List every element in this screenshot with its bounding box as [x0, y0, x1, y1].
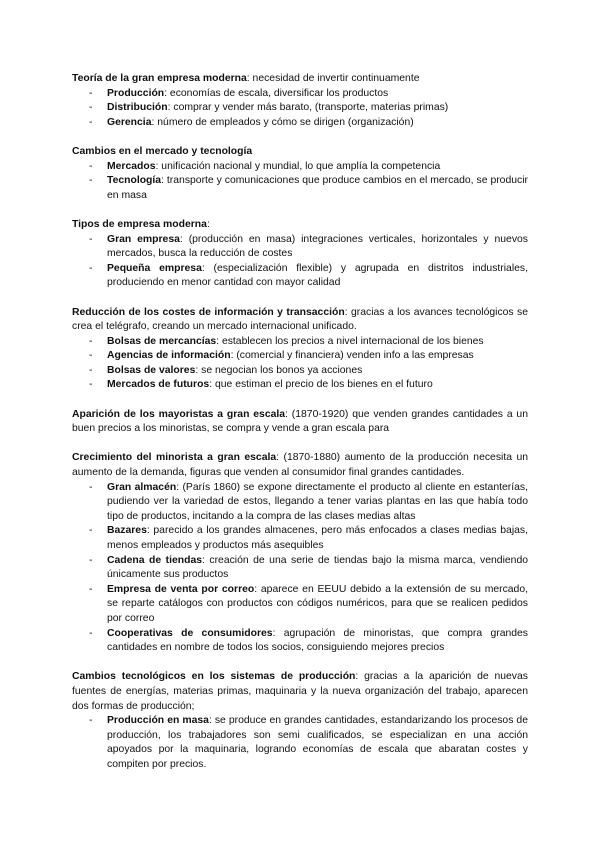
section-heading: Aparición de los mayoristas a gran escala — [72, 408, 286, 420]
list-item — [72, 87, 528, 102]
item-term: Producción — [107, 87, 165, 99]
list-item — [72, 364, 528, 379]
dash-bullet: - — [89, 335, 93, 347]
list-item — [72, 714, 528, 772]
section-cambios-produccion — [72, 670, 528, 772]
item-term: Gran almacén — [107, 481, 177, 493]
item-term: Gran empresa — [107, 233, 180, 245]
section-paragraph — [72, 218, 528, 233]
dash-bullet: - — [89, 262, 93, 274]
item-text: : aparece en EEUU debido a la extensión de su mercado, se reparte catálogos con productos con códigos numéricos, para que se realicen pedidos por correo — [107, 583, 529, 624]
dash-bullet: - — [89, 554, 93, 566]
section-paragraph — [72, 145, 528, 160]
list-item — [72, 554, 528, 583]
section-text: : (1870-1920) que venden grandes cantidades a un buen precios a los minoristas, se compra y vende a gran escala para — [72, 408, 528, 435]
item-term: Tecnología — [107, 175, 162, 187]
item-term: Mercados — [107, 160, 156, 172]
section-text: : (1870-1880) aumento de la producción necesita un aumento de la demanda, figuras que venden al consumidor final grandes cantidades. — [72, 452, 528, 479]
dash-bullet: - — [89, 87, 93, 99]
item-text: : número de empleados y cómo se dirigen (organización) — [151, 116, 414, 128]
bullet-list — [72, 481, 528, 656]
section-teoria — [72, 72, 528, 130]
section-text: : gracias a la aparición de nuevas fuentes de energías, materias primas, maquinaria y la nueva organización del trabajo, aparecen dos formas de producción; — [72, 671, 528, 712]
section-paragraph — [72, 451, 528, 480]
section-text: : — [206, 218, 210, 230]
item-term: Agencias de información — [107, 350, 231, 362]
dash-bullet: - — [89, 350, 93, 362]
item-term: Producción en masa — [107, 715, 209, 727]
dash-bullet: - — [89, 525, 93, 537]
list-item — [72, 116, 528, 131]
bullet-list — [72, 87, 528, 131]
section-heading: Cambios en el mercado y tecnología — [72, 145, 253, 157]
item-text: : establecen los precios a nivel internacional de los bienes — [216, 335, 484, 347]
list-item — [72, 160, 528, 175]
dash-bullet: - — [89, 116, 93, 128]
list-item — [72, 378, 528, 393]
dash-bullet: - — [89, 481, 93, 493]
item-term: Cooperativas de consumidores — [107, 627, 273, 639]
section-heading: Cambios tecnológicos en los sistemas de producción — [72, 671, 356, 683]
list-item — [72, 233, 528, 262]
list-item — [72, 262, 528, 291]
item-term: Distribución — [107, 102, 168, 114]
bullet-list — [72, 335, 528, 393]
item-term: Pequeña empresa — [107, 262, 202, 274]
section-mayoristas — [72, 408, 528, 437]
section-heading: Reducción de los costes de información y transacción — [72, 306, 345, 318]
item-text: : transporte y comunicaciones que produce cambios en el mercado, se producir en masa — [107, 175, 528, 201]
item-term: Bolsas de valores — [107, 364, 196, 376]
bullet-list — [72, 160, 528, 204]
item-text: : (París 1860) se expone directamente el producto al cliente en estanterías, pudiendo ver la variedad de estos, llegando a tener varias plantas en las que había todo tipo de productos, incitando a la compra de las clases medias altas — [107, 481, 528, 522]
section-heading: Tipos de empresa moderna — [72, 218, 207, 230]
item-term: Bazares — [107, 525, 147, 537]
section-heading: Teoría de la gran empresa moderna — [72, 73, 247, 84]
bullet-list — [72, 714, 528, 772]
section-paragraph — [72, 670, 528, 714]
item-text: : (especialización flexible) y agrupada en distritos industriales, produciendo en menor cantidad con mayor calidad — [107, 262, 528, 289]
section-paragraph — [72, 72, 528, 87]
section-reduccion-costes — [72, 306, 528, 394]
section-text: : necesidad de invertir continuamente — [246, 73, 420, 84]
bullet-list — [72, 233, 528, 291]
item-text: : que estiman el precio de los bienes en el futuro — [209, 379, 433, 391]
dash-bullet: - — [89, 364, 93, 376]
dash-bullet: - — [89, 379, 93, 391]
dash-bullet: - — [89, 102, 93, 114]
list-item — [72, 174, 528, 203]
item-term: Gerencia — [107, 116, 152, 128]
list-item — [72, 101, 528, 116]
section-minorista — [72, 451, 528, 655]
item-text: : se produce en grandes cantidades, estandarizando los procesos de producción, los trabajadores son semi cualificados, se especializan en una acción apoyados por la maquinaria, logrando economías de escala que abaratan costes y compiten por precios. — [107, 715, 528, 770]
section-cambios-mercado — [72, 145, 528, 203]
item-term: Bolsas de mercancías — [107, 335, 217, 347]
list-item — [72, 335, 528, 350]
item-text: : (producción en masa) integraciones verticales, horizontales y nuevos mercados, busca la reducción de costes — [107, 233, 528, 260]
dash-bullet: - — [89, 175, 93, 187]
dash-bullet: - — [89, 583, 93, 595]
list-item — [72, 627, 528, 656]
dash-bullet: - — [89, 160, 93, 172]
item-text: : se negocian los bonos ya acciones — [195, 364, 363, 376]
item-term: Mercados de futuros — [107, 379, 210, 391]
section-tipos-empresa — [72, 218, 528, 291]
item-text: : creación de una serie de tiendas bajo la misma marca, vendiendo únicamente sus productos — [107, 554, 529, 581]
item-term: Cadena de tiendas — [107, 554, 203, 566]
section-paragraph — [72, 408, 528, 437]
section-paragraph — [72, 306, 528, 335]
section-heading: Crecimiento del minorista a gran escala — [72, 452, 277, 464]
list-item — [72, 481, 528, 525]
section-text: : gracias a los avances tecnológicos se crea el telégrafo, creando un mercado internacional unificado. — [72, 306, 529, 333]
document-body — [72, 72, 528, 787]
list-item — [72, 524, 528, 553]
item-text: : agrupación de minoristas, que compra grandes cantidades en nombre de todos los socios, consiguiendo mejores precios — [107, 627, 528, 654]
list-item — [72, 583, 528, 627]
dash-bullet: - — [89, 233, 93, 245]
item-text: : unificación nacional y mundial, lo que amplía la competencia — [155, 160, 441, 172]
list-item — [72, 349, 528, 364]
item-text: : (comercial y financiera) venden info a las empresas — [230, 350, 474, 362]
item-text: : economías de escala, diversificar los productos — [164, 87, 389, 99]
item-text: : comprar y vender más barato, (transporte, materias primas) — [167, 102, 449, 114]
dash-bullet: - — [89, 627, 93, 639]
item-text: : parecido a los grandes almacenes, pero más enfocados a clases medias bajas, menos empleados y productos más asequibles — [107, 525, 528, 551]
item-term: Empresa de venta por correo — [107, 583, 255, 595]
dash-bullet: - — [89, 715, 93, 727]
